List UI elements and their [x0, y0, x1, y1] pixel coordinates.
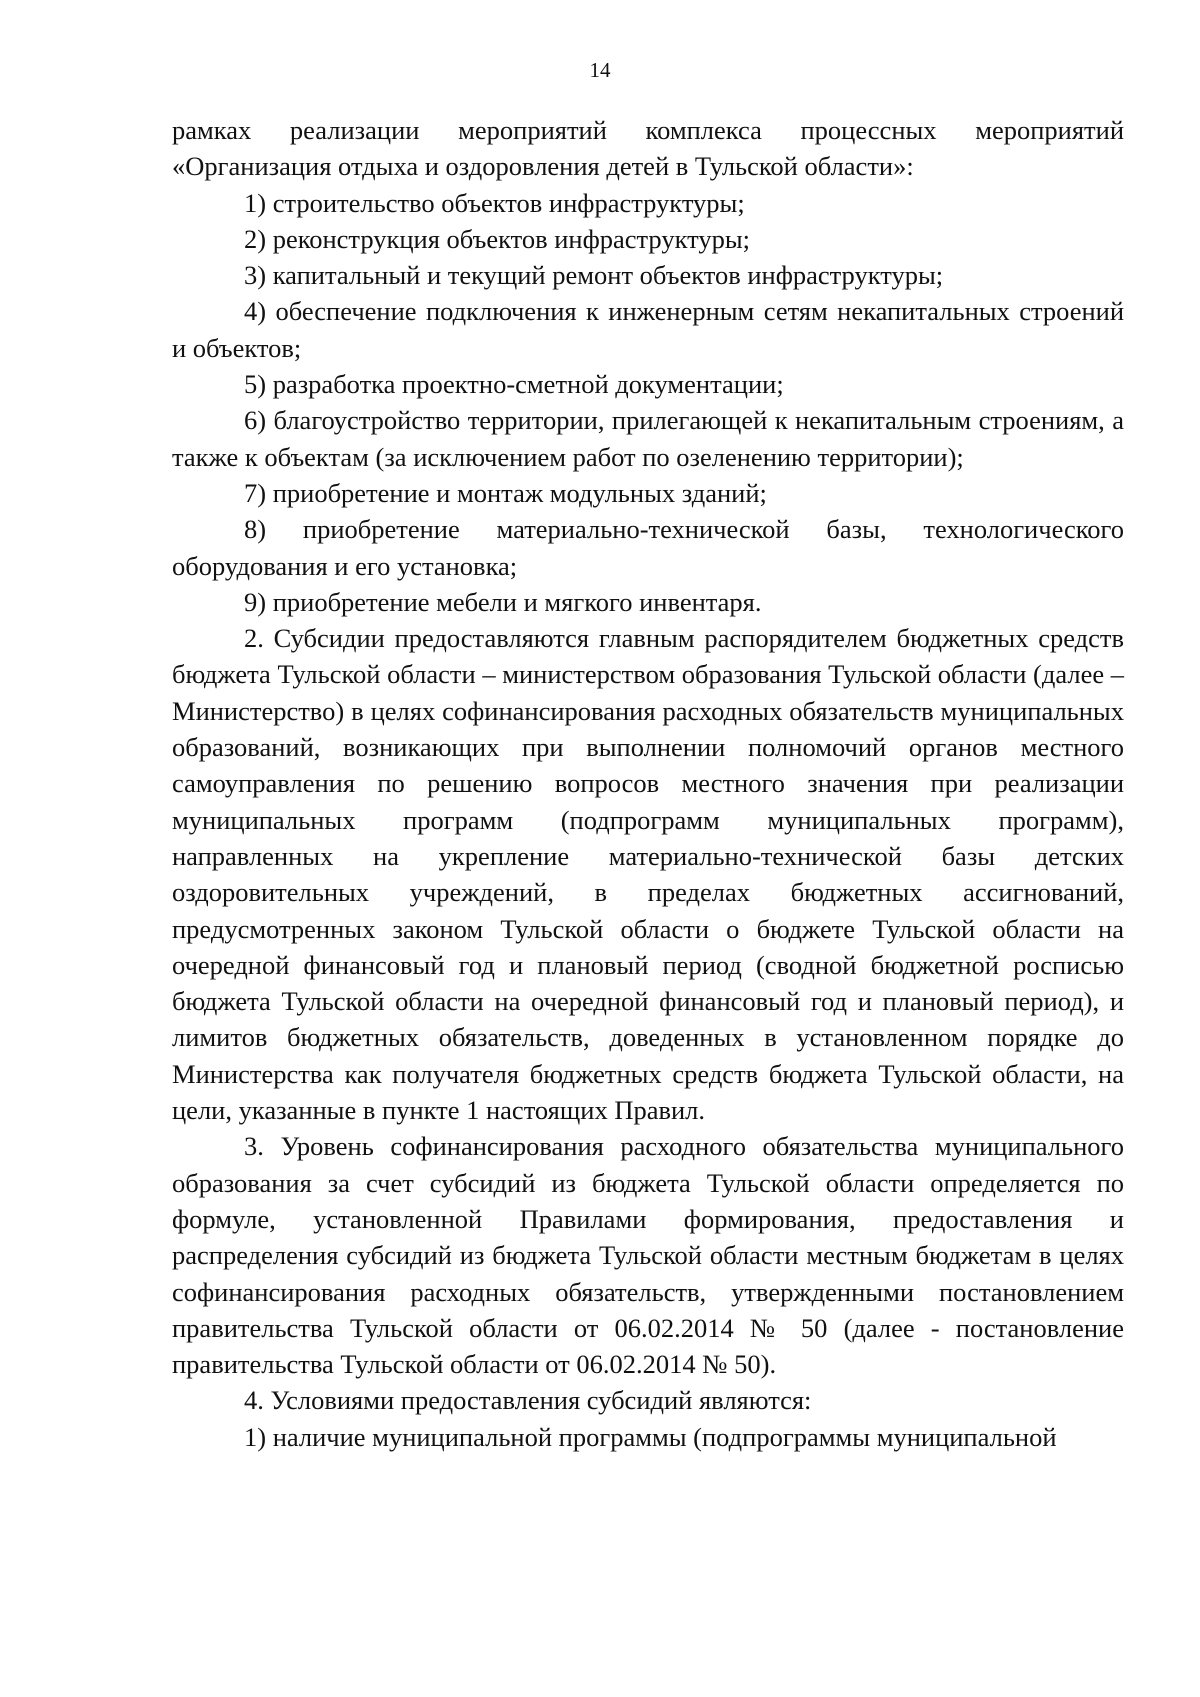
list-item: 7) приобретение и монтаж модульных зданий; [244, 477, 767, 508]
document-body [172, 112, 1124, 1455]
list-item: 9) приобретение мебели и мягкого инвентаря. [244, 586, 762, 617]
page-number: 14 [589, 58, 611, 82]
list-item: 2) реконструкция объектов инфраструктуры; [244, 223, 751, 254]
paragraph: 2. Субсидии предоставляются главным распорядителем бюджетных средств бюджета Тульской области – министерством образования Тульской области (далее – Министерство) в целях софинансирования расходных обязательств муниципальных образований, возникающих при выполнении полномочий органов местного самоуправления по решению вопросов местного значения при реализации муниципальных программ (подпрограмм муниципальных программ), направленных на укрепление материально-технической базы детских оздоровительных учреждений, в пределах бюджетных ассигнований, предусмотренных законом Тульской области о бюджете Тульской области на очередной финансовый год и плановый период (сводной бюджетной росписью бюджета Тульской области на очередной финансовый год и плановый период), и лимитов бюджетных обязательств, доведенных в установленном порядке до Министерства как получателя бюджетных средств бюджета Тульской области, на цели, указанные в пункте 1 настоящих Правил. [172, 623, 1124, 1126]
paragraph: 4. Условиями предоставления субсидий являются: [244, 1385, 812, 1416]
list-item: 6) благоустройство территории, прилегающей к некапитальным строениям, а также к объектам (за исключением работ по озеленению территории); [172, 405, 1124, 472]
list-item: 4) обеспечение подключения к инженерным сетям некапитальных строений и объектов; [172, 296, 1124, 363]
list-item: 1) строительство объектов инфраструктуры; [244, 187, 745, 218]
list-item: 1) наличие муниципальной программы (подпрограммы муниципальной [244, 1421, 1057, 1452]
list-item: 8) приобретение материально-технической базы, технологического оборудования и его установка; [172, 514, 1124, 581]
list-item: 3) капитальный и текущий ремонт объектов инфраструктуры; [244, 260, 944, 291]
paragraph: 3. Уровень софинансирования расходного обязательства муниципального образования за счет субсидий из бюджета Тульской области определяется по формуле, установленной Правилами формирования, предоставления и распределения субсидий из бюджета Тульской области местным бюджетам в целях софинансирования расходных обязательств, утвержденными постановлением правительства Тульской области от 06.02.2014 № 50 (далее - постановление правительства Тульской области от 06.02.2014 № 50). [172, 1131, 1124, 1380]
list-item: 5) разработка проектно-сметной документации; [244, 369, 784, 400]
paragraph: рамках реализации мероприятий комплекса процессных мероприятий «Организация отдыха и оздоровления детей в Тульской области»: [172, 115, 1124, 182]
